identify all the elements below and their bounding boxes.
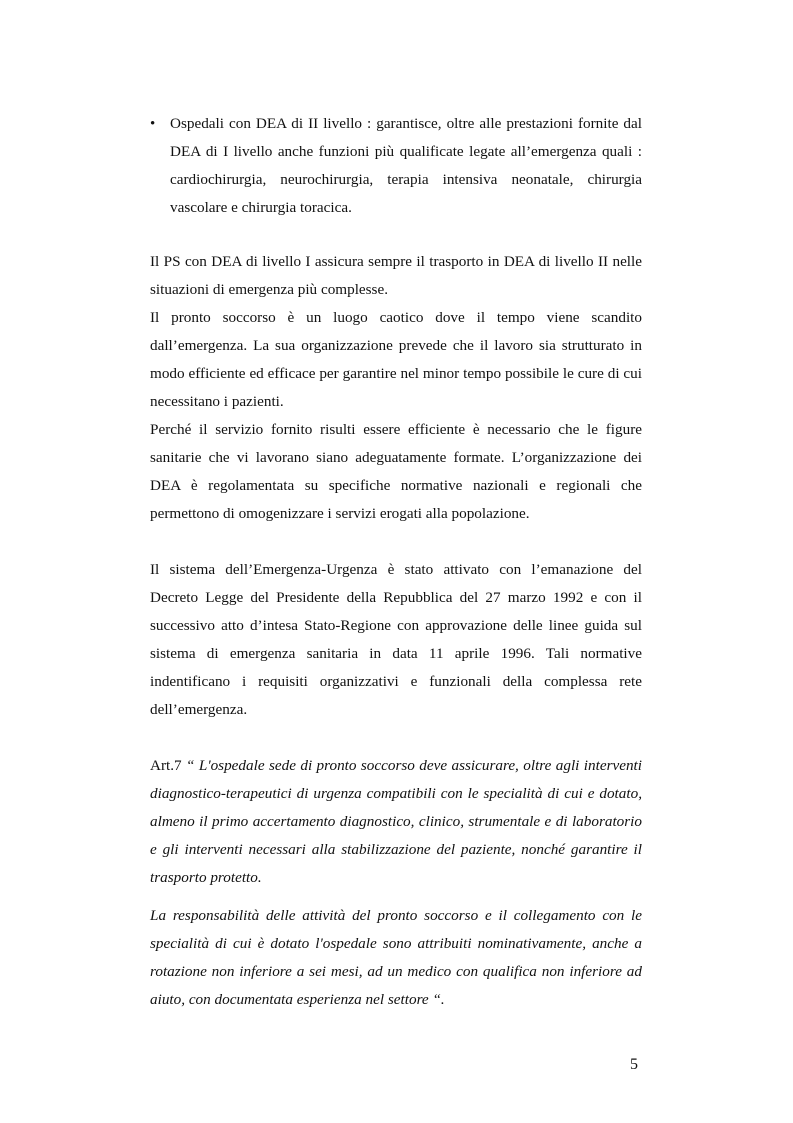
paragraph-gap: [150, 528, 642, 556]
article-7-responsibility: La responsabilità delle attività del pronto soccorso e il collegamento con le specialità di cui è dotato l'ospedale sono attribuiti nominativamente, anche a rotazione non inferiore a sei mesi, ad un medico con qualifica non inferiore ad aiuto, con documentata esperienza nel settore “.: [150, 907, 642, 1008]
bullet-list-item: [150, 110, 642, 222]
article-label: Art.7: [150, 757, 182, 774]
bullet-text: Ospedali con DEA di II livello : garantisce, oltre alle prestazioni fornite dal DEA di I livello anche funzioni più qualificate legate all’emergenza quali : cardiochirurgia, neurochirurgia, terapia intensiva neonatale, chirurgia vascolare e chirurgia toracica.: [170, 115, 642, 216]
paragraph-sistema-emergenza: Il sistema dell’Emergenza-Urgenza è stato attivato con l’emanazione del Decreto Legge del Presidente della Repubblica del 27 marzo 1992 e con il successivo atto d’intesa Stato-Regione con approvazione delle linee guida sul sistema di emergenza sanitaria in data 11 aprile 1996. Tali normative indentificano i requisiti organizzativi e funzionali della complessa rete dell’emergenza.: [150, 561, 642, 718]
article-quote-text: “ L'ospedale sede di pronto soccorso deve assicurare, oltre agli interventi diagnostico-terapeutici di urgenza compatibili con le specialità di cui e dotato, almeno il primo accertamento diagnostico, clinico, strumentale e di laboratorio e gli interventi necessari alla stabilizzazione del paziente, nonché garantire il trasporto protetto.: [150, 757, 642, 886]
paragraph-pronto-soccorso: Il pronto soccorso è un luogo caotico dove il tempo viene scandito dall’emergenza. La sua organizzazione prevede che il lavoro sia strutturato in modo efficiente ed efficace per garantire nel minor tempo possibile le cure di cui necessitano i pazienti.: [150, 309, 642, 410]
paragraph-gap: [150, 892, 642, 902]
bullet-marker: •: [150, 116, 156, 132]
paragraph-gap: [150, 724, 642, 752]
document-page: [150, 110, 642, 1014]
page-number: 5: [630, 1056, 638, 1073]
paragraph-servizio-efficiente: Perché il servizio fornito risulti essere efficiente è necessario che le figure sanitarie che vi lavorano siano adeguatamente formate. L’organizzazione dei DEA è regolamentata su specifiche normative nazionali e regionali che permettono di omogenizzare i servizi erogati alla popolazione.: [150, 421, 642, 522]
article-7-quote: [150, 752, 642, 892]
paragraph-dea-transport: Il PS con DEA di livello I assicura sempre il trasporto in DEA di livello II nelle situazioni di emergenza più complesse.: [150, 253, 642, 298]
